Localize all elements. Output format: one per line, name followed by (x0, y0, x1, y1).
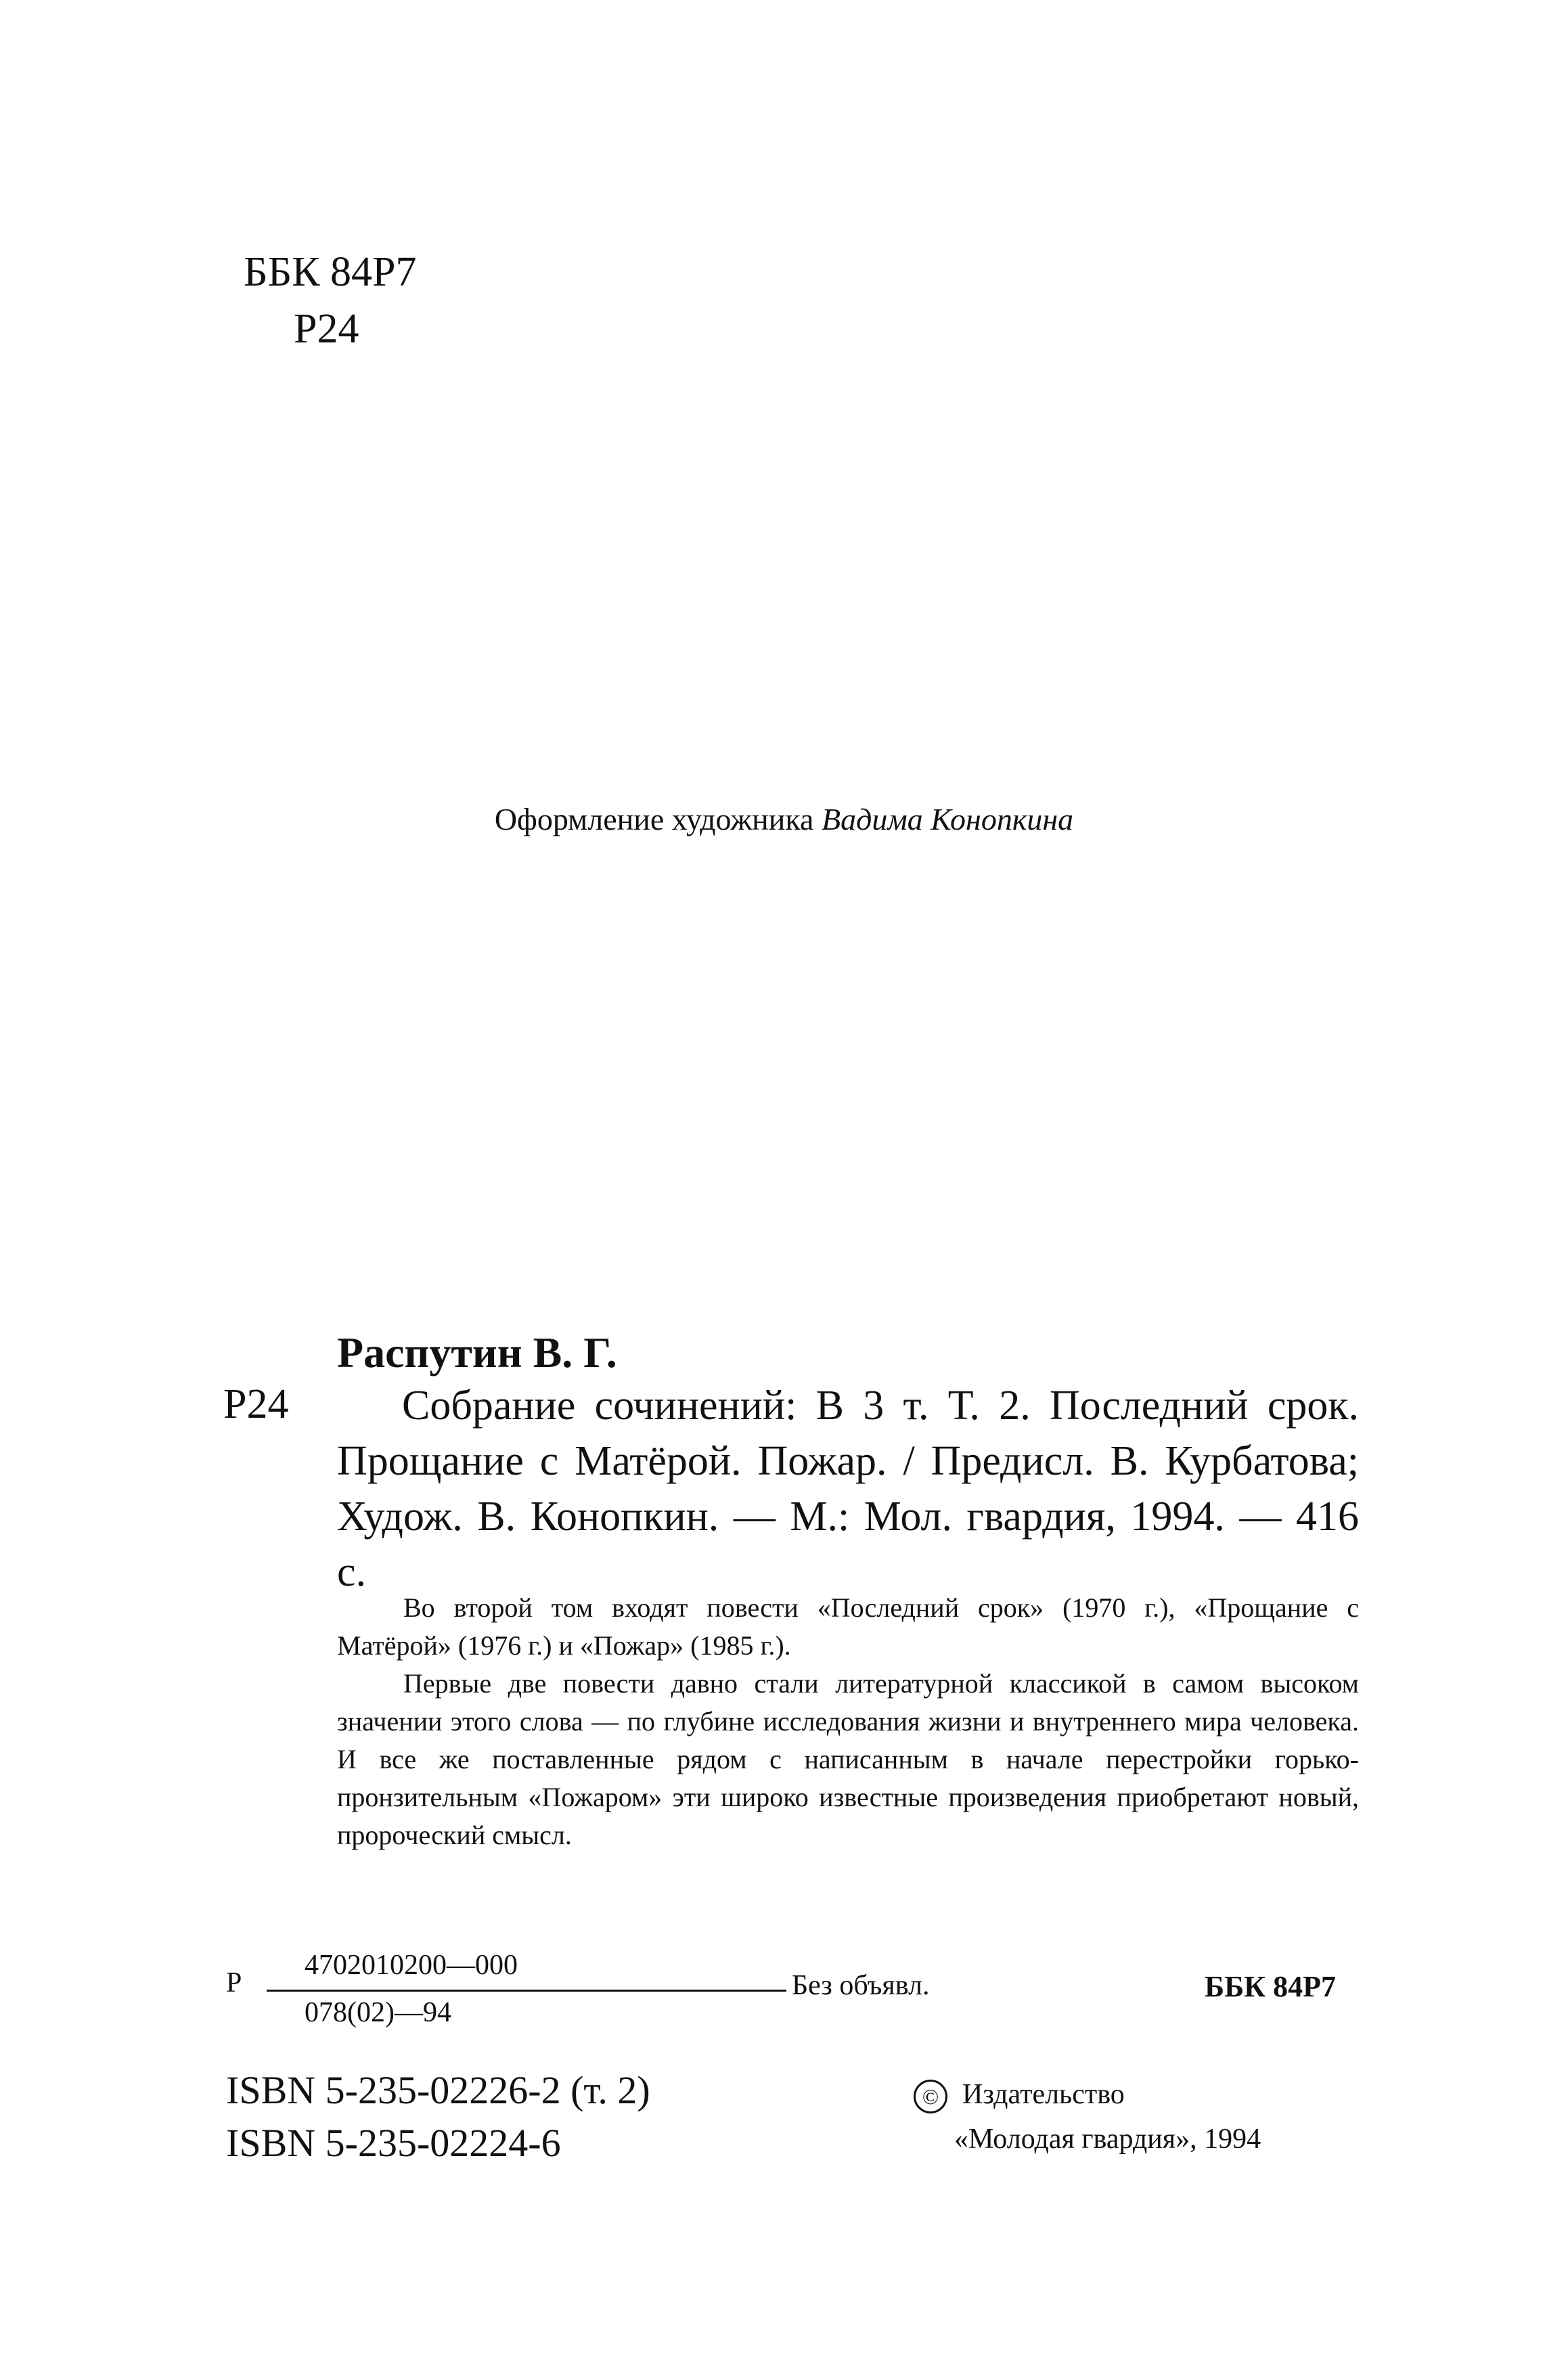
print-code-denominator: 078(02)—94 (305, 1997, 451, 2028)
bbk-header (244, 244, 417, 357)
author-code: Р24 (294, 306, 359, 352)
isbn-set: ISBN 5-235-02224-6 (226, 2121, 561, 2165)
print-code (226, 1949, 930, 2071)
bibliography-code: Р24 (223, 1381, 289, 1427)
print-code-fraction-line (267, 1990, 786, 1992)
bbk-bottom: ББК 84Р7 (1205, 1970, 1336, 2003)
bibliography-entry: Собрание сочинений: В 3 т. Т. 2. Последний срок. Прощание с Матёрой. Пожар. / Предисл. В. Курбатова; Худож. В. Конопкин. — М.: Мол. гвардия, 1994. — 416 с. (337, 1383, 1359, 1595)
bibliography-author: Распутин В. Г. (337, 1328, 617, 1376)
copyright-line2: «Молодая гвардия», 1994 (954, 2124, 1261, 2155)
print-code-letter: Р (226, 1967, 242, 1998)
bbk-classification: ББК 84Р7 (244, 249, 417, 295)
isbn-block (226, 2064, 650, 2170)
annotation (337, 1589, 1359, 1854)
print-code-note: Без объявл. (792, 1970, 930, 2001)
credit-artist: Вадима Конопкина (821, 802, 1074, 836)
annotation-paragraph: Первые две повести давно стали литературной классикой в самом высоком значении этого слова — по глубине исследования жизни и внутреннего мира человека. И все же поставленные рядом с написанным в начале перестройки горько-пронзительным «Пожаром» эти широко известные произведения приобретают новый, пророческий смысл. (337, 1668, 1359, 1850)
copyright (914, 2072, 1261, 2162)
copyright-icon: © (914, 2080, 947, 2113)
credit-label: Оформление художника (494, 802, 814, 836)
design-credit (0, 801, 1568, 837)
isbn-volume: ISBN 5-235-02226-2 (т. 2) (226, 2068, 650, 2112)
copyright-line1: Издательство (962, 2079, 1125, 2110)
print-code-numerator: 4702010200—000 (305, 1950, 518, 1981)
annotation-paragraph: Во второй том входят повести «Последний срок» (1970 г.), «Прощание с Матёрой» (1976 г.) и «Пожар» (1985 г.). (337, 1592, 1359, 1661)
